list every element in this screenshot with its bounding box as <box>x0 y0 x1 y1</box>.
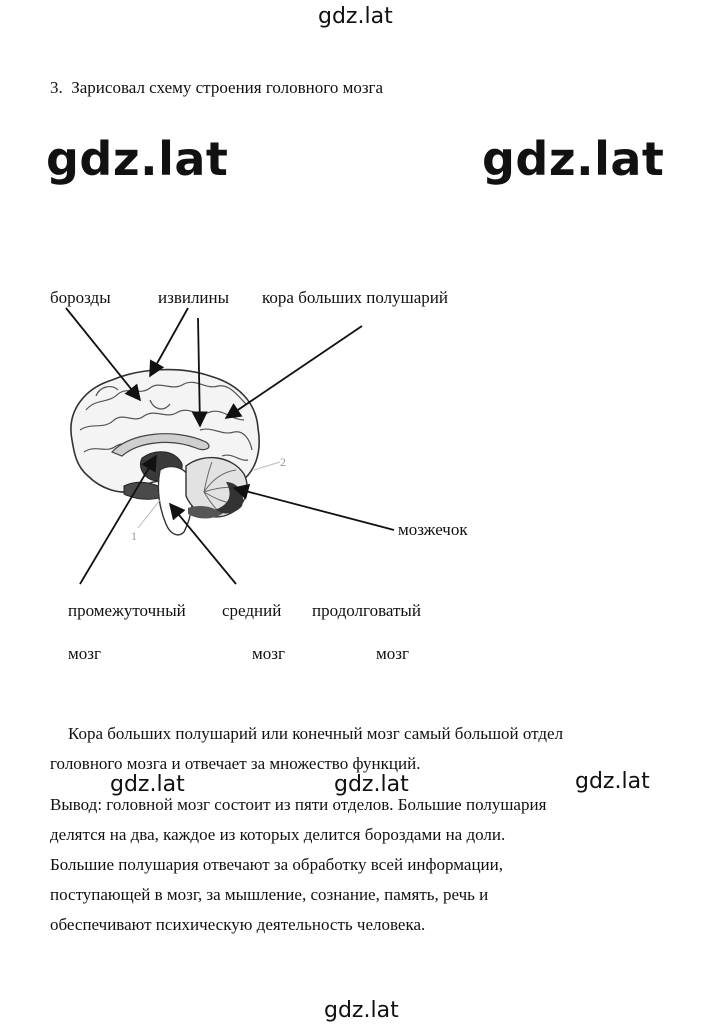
label-kora: кора больших полушарий <box>262 288 448 307</box>
label-mozzhechok: мозжечок <box>398 520 468 539</box>
watermark-large-left: gdz.lat <box>46 132 229 186</box>
conclusion-line-5: обеспечивают психическую деятельность человека. <box>50 915 426 934</box>
paragraph <box>50 719 563 779</box>
label-borozdy: борозды <box>50 288 111 307</box>
label-prodolgovaty: продолговатый <box>312 601 421 620</box>
label-mozg-3: мозг <box>376 644 409 663</box>
label-mozg-2: мозг <box>252 644 285 663</box>
figure-number-2: 2 <box>280 455 286 469</box>
conclusion-line-2: делятся на два, каждое из которых делится бороздами на доли. <box>50 825 506 844</box>
watermark-bottom-right: gdz.lat <box>575 769 650 794</box>
leader-2 <box>254 462 280 470</box>
watermark-bottom-left: gdz.lat <box>110 772 185 797</box>
paragraph-line-2: головного мозга и отвечает за множество функций. <box>50 754 421 773</box>
arrow-kora <box>226 326 362 418</box>
arrow-izviliny-1 <box>150 308 188 376</box>
task-text: Зарисовал схему строения головного мозга <box>71 78 384 97</box>
figure-number-1: 1 <box>131 529 137 543</box>
label-sredny: средний <box>222 601 282 620</box>
arrow-mozzhechok <box>234 488 394 530</box>
conclusion-line-4: поступающей в мозг, за мышление, сознание, память, речь и <box>50 885 489 904</box>
task-number: 3. <box>50 78 63 97</box>
watermark-footer: gdz.lat <box>324 998 399 1023</box>
leader-1 <box>138 500 160 528</box>
conclusion-line-1: Вывод: головной мозг состоит из пяти отделов. Большие полушария <box>50 795 547 814</box>
conclusion <box>50 790 546 940</box>
watermark-bottom-middle: gdz.lat <box>334 772 409 797</box>
paragraph-line-1: Кора больших полушарий или конечный мозг самый большой отдел <box>68 724 564 743</box>
label-promezhutochny: промежуточный <box>68 601 186 620</box>
label-izviliny: извилины <box>158 288 230 307</box>
label-mozg-1: мозг <box>68 644 101 663</box>
watermark-large-right: gdz.lat <box>482 132 665 186</box>
watermark-top: gdz.lat <box>318 4 393 29</box>
conclusion-line-3: Большие полушария отвечают за обработку всей информации, <box>50 855 504 874</box>
